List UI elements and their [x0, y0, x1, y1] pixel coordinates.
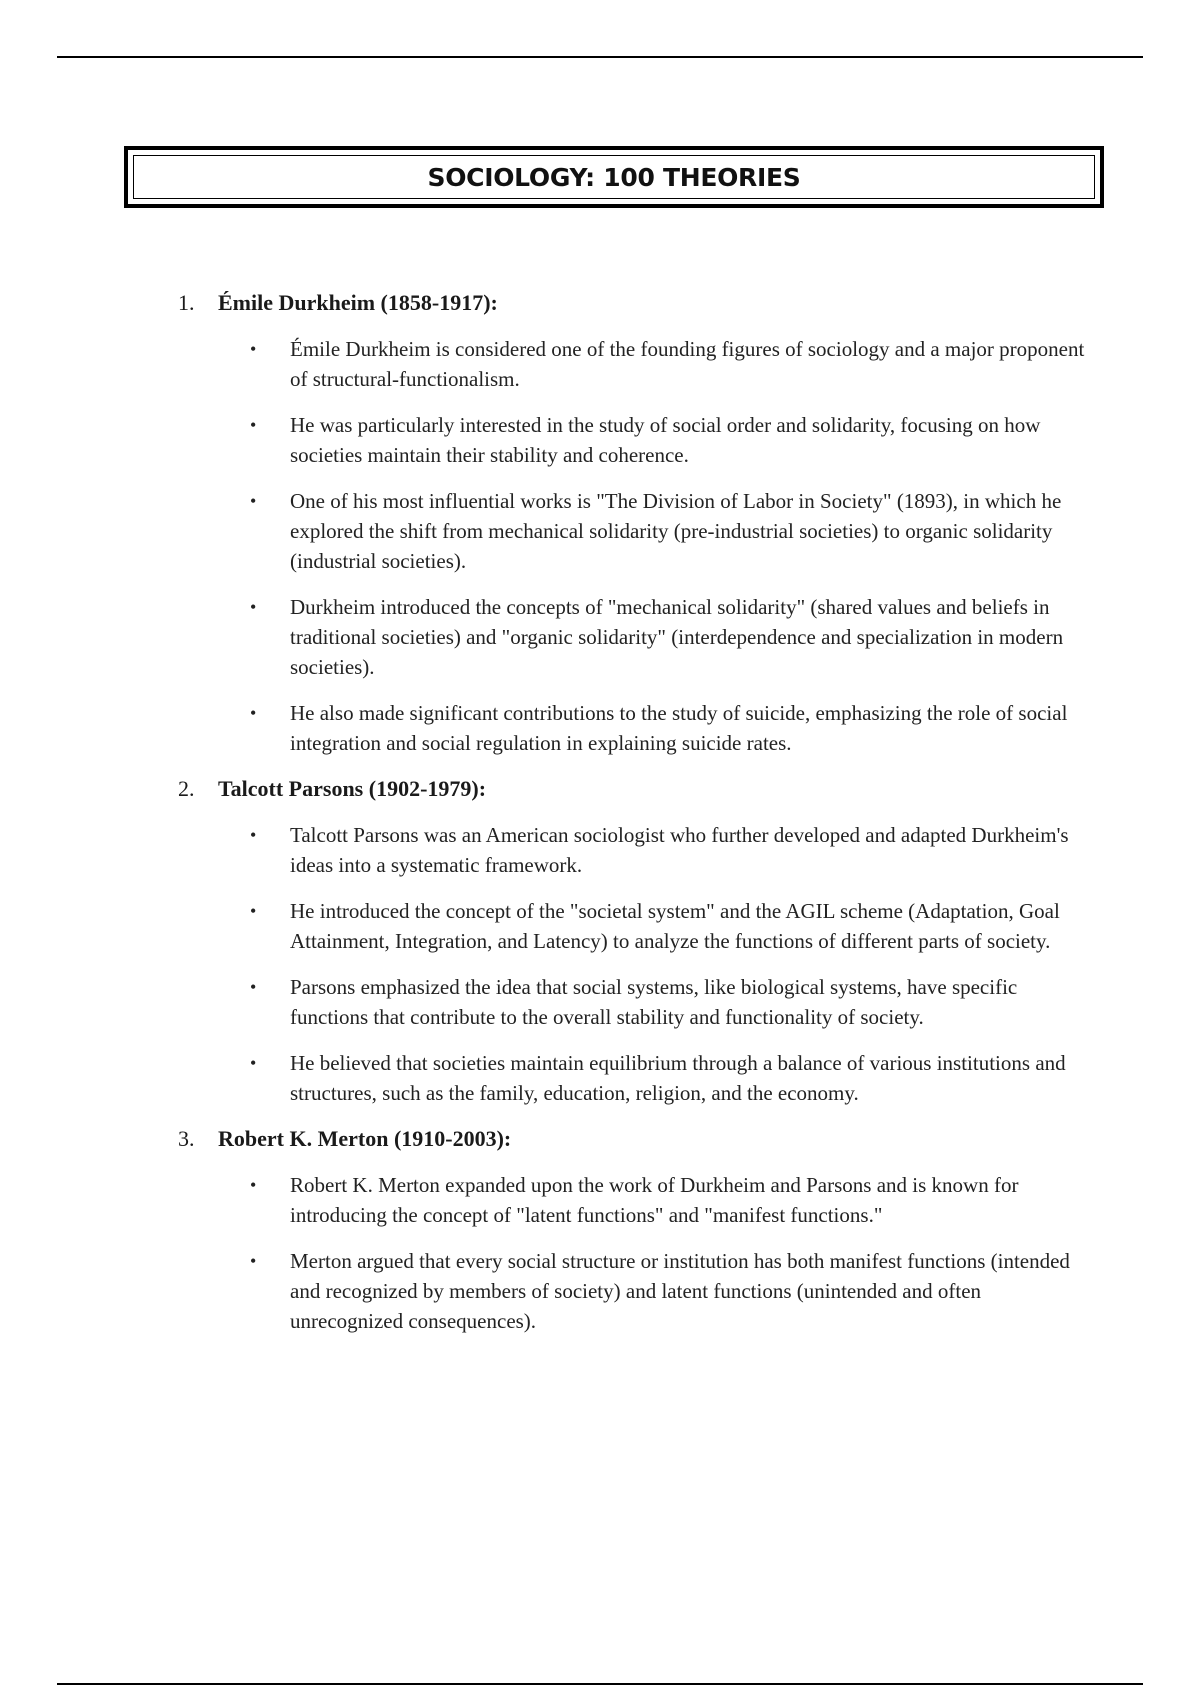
list-item-text: He believed that societies maintain equilibrium through a balance of various institutions and structures, such as the family, education, religion, and the economy.	[290, 1051, 1066, 1105]
bullet-list	[178, 1170, 1098, 1336]
list-item-text: He also made significant contributions to the study of suicide, emphasizing the role of social integration and social regulation in explaining suicide rates.	[290, 701, 1068, 755]
section-durkheim	[178, 288, 1098, 758]
bullet-icon: •	[250, 703, 257, 723]
list-item-text: Merton argued that every social structure or institution has both manifest functions (intended and recognized by members of society) and latent functions (unintended and often unrecognized consequences).	[290, 1249, 1070, 1333]
section-merton	[178, 1124, 1098, 1336]
list-item	[178, 486, 1098, 576]
section-heading	[178, 774, 1098, 804]
bullet-list	[178, 334, 1098, 758]
list-item	[178, 334, 1098, 394]
section-number: 1.	[178, 290, 195, 315]
bullet-icon: •	[250, 597, 257, 617]
list-item-text: He introduced the concept of the "societal system" and the AGIL scheme (Adaptation, Goal Attainment, Integration, and Latency) to analyze the functions of different parts of society.	[290, 899, 1060, 953]
list-item	[178, 410, 1098, 470]
bullet-icon: •	[250, 825, 257, 845]
list-item	[178, 820, 1098, 880]
title-box	[124, 146, 1104, 208]
section-title: Robert K. Merton (1910-2003):	[218, 1126, 512, 1151]
section-number: 3.	[178, 1126, 195, 1151]
section-title: Émile Durkheim (1858-1917):	[218, 290, 498, 315]
bullet-list	[178, 820, 1098, 1108]
list-item	[178, 972, 1098, 1032]
list-item-text: He was particularly interested in the study of social order and solidarity, focusing on how societies maintain their stability and coherence.	[290, 413, 1041, 467]
list-item	[178, 698, 1098, 758]
bullet-icon: •	[250, 415, 257, 435]
bullet-icon: •	[250, 1251, 257, 1271]
page-title: SOCIOLOGY: 100 THEORIES	[427, 162, 801, 192]
bullet-icon: •	[250, 339, 257, 359]
list-item	[178, 1048, 1098, 1108]
bullet-icon: •	[250, 901, 257, 921]
title-inner-frame	[133, 155, 1095, 199]
header-rule	[57, 56, 1143, 58]
bullet-icon: •	[250, 1053, 257, 1073]
list-item-text: Parsons emphasized the idea that social systems, like biological systems, have specific functions that contribute to the overall stability and functionality of society.	[290, 975, 1018, 1029]
list-item-text: One of his most influential works is "The Division of Labor in Society" (1893), in which he explored the shift from mechanical solidarity (pre-industrial societies) to organic solidarity (industrial societies).	[290, 489, 1062, 573]
section-number: 2.	[178, 776, 195, 801]
bullet-icon: •	[250, 977, 257, 997]
section-parsons	[178, 774, 1098, 1108]
list-item	[178, 592, 1098, 682]
list-item-text: Robert K. Merton expanded upon the work of Durkheim and Parsons and is known for introducing the concept of "latent functions" and "manifest functions."	[290, 1173, 1019, 1227]
list-item-text: Talcott Parsons was an American sociologist who further developed and adapted Durkheim's ideas into a systematic framework.	[290, 823, 1069, 877]
list-item	[178, 1246, 1098, 1336]
bullet-icon: •	[250, 491, 257, 511]
section-heading	[178, 1124, 1098, 1154]
section-title: Talcott Parsons (1902-1979):	[218, 776, 487, 801]
document-body	[178, 288, 1098, 1352]
list-item	[178, 1170, 1098, 1230]
list-item-text: Émile Durkheim is considered one of the founding figures of sociology and a major proponent of structural-functionalism.	[290, 337, 1085, 391]
list-item	[178, 896, 1098, 956]
list-item-text: Durkheim introduced the concepts of "mechanical solidarity" (shared values and beliefs in traditional societies) and "organic solidarity" (interdependence and specialization in modern societies).	[290, 595, 1064, 679]
bullet-icon: •	[250, 1175, 257, 1195]
footer-rule	[57, 1683, 1143, 1685]
section-heading	[178, 288, 1098, 318]
